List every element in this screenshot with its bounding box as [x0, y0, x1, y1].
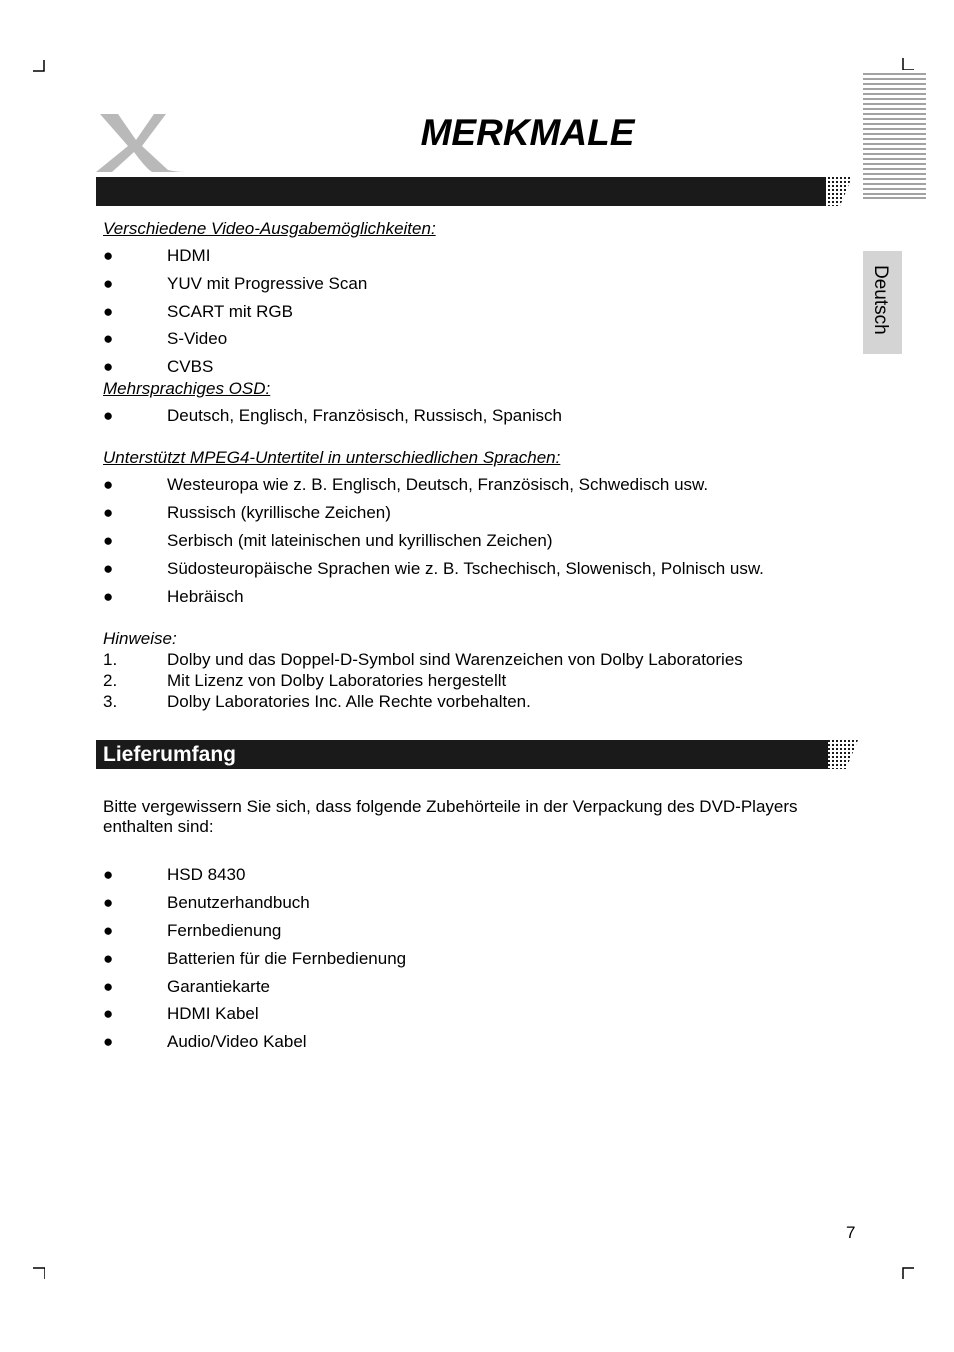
subtitle-heading: Unterstützt MPEG4-Untertitel in unterschiedlichen Sprachen:	[103, 448, 561, 467]
bullet-icon: ●	[103, 357, 114, 376]
bullet-icon: ●	[103, 531, 114, 550]
page-number: 7	[846, 1223, 856, 1242]
bullet-icon: ●	[103, 921, 114, 940]
bullet-icon: ●	[103, 1032, 114, 1051]
bullet-icon: ●	[103, 1004, 114, 1023]
bullet-icon: ●	[103, 329, 114, 348]
crop-mark-top-right	[902, 58, 914, 70]
bullet-icon: ●	[103, 406, 114, 425]
bullet-icon: ●	[103, 503, 114, 522]
bullet-icon: ●	[103, 587, 114, 606]
bullet-icon: ●	[103, 559, 114, 578]
notes-heading: Hinweise:	[103, 629, 177, 648]
video-heading: Verschiedene Video-Ausgabemöglichkeiten:	[103, 219, 436, 238]
bar-dot-pattern	[820, 740, 858, 769]
crop-mark-bottom-right	[902, 1267, 914, 1279]
delivery-intro: Bitte vergewissern Sie sich, dass folgende Zubehörteile in der Verpackung des DVD-Players enthalten sind:	[103, 797, 798, 836]
page-title: MERKMALE	[420, 112, 635, 153]
bullet-icon: ●	[103, 475, 114, 494]
crop-mark-top-left	[33, 60, 45, 72]
bullet-icon: ●	[103, 893, 114, 912]
section-bar-title: Lieferumfang	[103, 743, 237, 766]
bullet-icon: ●	[103, 302, 114, 321]
crop-mark-bottom-left	[33, 1267, 45, 1279]
language-tab	[863, 251, 902, 354]
bullet-icon: ●	[103, 865, 114, 884]
section-bar	[96, 740, 826, 769]
bullet-icon: ●	[103, 949, 114, 968]
bar-dot-pattern	[816, 177, 852, 206]
bullet-icon: ●	[103, 246, 114, 265]
osd-heading: Mehrsprachiges OSD:	[103, 379, 271, 398]
language-tab-label: Deutsch	[870, 265, 891, 335]
title-bar	[96, 177, 824, 206]
bullet-icon: ●	[103, 977, 114, 996]
bullet-icon: ●	[103, 274, 114, 293]
